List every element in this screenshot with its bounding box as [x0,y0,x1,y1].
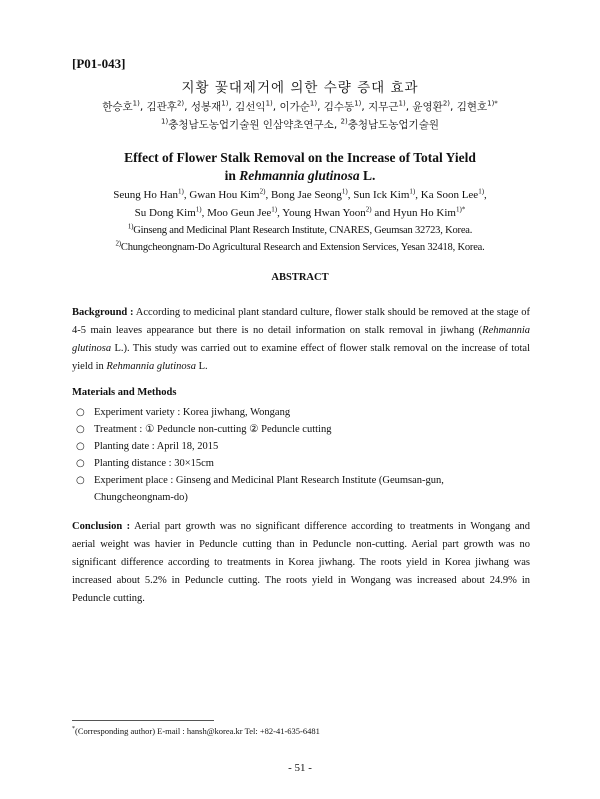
poster-code: [P01-043] [72,56,126,71]
author-name: Gwan Hou Kim [189,189,260,201]
author [282,207,371,219]
english-title [60,149,540,185]
author-affiliation-mark: 2) [442,99,450,108]
author-name: Sun Ick Kim [353,189,410,201]
author [235,101,273,113]
circle-bullet-icon: ○ [76,475,85,486]
author-affiliation-mark: 1) [177,187,184,196]
circle-bullet-icon: ○ [76,407,85,418]
list-item-text: Planting distance : 30×15cm [94,458,214,469]
author-name: Hyun Ho Kim [393,207,456,219]
english-authors-line-2: Su Dong Kim$^{1)}$, Moo Geun Jee$^{1)}$, Young Hwan Yoon$^{2)}$ and Hyun Ho Kim$^{1)*}$ [134,205,466,219]
author-affiliation-mark: 1) [478,187,485,196]
background-label: Background : [72,307,134,318]
background-paragraph: Background : According to medicinal plant standard culture, flower stalk should be removed at the stage of 4-5 main leaves appearance but there is no detail information on stalk removal in jiwhang (Rehmannia glutinosa L.). This study was carried out to examine effect of flower stalk removal on the increase of total yield in Rehmannia glutinosa L. [72,307,530,372]
author [324,101,362,113]
korean-affiliations: $^{1)}$충청남도농업기술원 인삼약초연구소, $^{2)}$충청남도농업기술원 [161,117,439,131]
conclusion-paragraph: Conclusion : Aerial part growth was no significant difference according to treatments in Wongang and aerial weight was havier in Peduncle cutting than in Peduncle non-cutting. Aerial part growth was no significant difference according to treatments in Korea jiwhang. The roots yield in Korea jiwhang was increased about 5.2% in Peduncle cutting. The roots yield in Wongang was increased about 24.9% in Peduncle cutting. [72,521,530,604]
author-affiliation-mark: 1) [221,99,229,108]
author-name: Seung Ho Han [113,189,178,201]
author [412,101,450,113]
author-name: Bong Jae Seong [270,189,342,201]
author-name: 이가순 [279,101,310,113]
author-affiliation-mark: 1) [265,99,273,108]
species-name: Rehmannia glutinosa [239,168,360,183]
author-name: 김수동 [323,101,355,113]
author [353,189,415,201]
author-affiliation-mark: 2) [259,187,266,196]
author [207,207,277,219]
materials-heading: Materials and Methods [72,387,177,398]
author [421,189,484,201]
english-affiliation-2: $^{2)}$Chungcheongnam-Do Agricultural Research and Extension Services, Yesan 32418, Korea. [115,239,485,253]
abstract-heading: ABSTRACT [271,272,329,283]
author-name: Su Dong Kim [134,207,196,219]
english-authors-line-1: Seung Ho Han$^{1)}$, Gwan Hou Kim$^{2)}$, Bong Jae Seong$^{1)}$, Sun Ick Kim$^{1)}$, Ka Soon Lee$^{1)}$, [113,187,487,201]
korean-authors: 한승호$^{1)}$, 김관후$^{2)}$, 성봉재$^{1)}$, 김선익$^{1)}$, 이가순$^{1)}$, 김수동$^{1)}$, 지무근$^{1)}$, 윤영환$^{2)}$, 김현호$^{1)*}$ [102,99,498,113]
author [102,101,140,113]
korean-affiliation-2: 충청남도농업기술원 [347,119,439,131]
author-affiliation-mark: 1) [398,99,406,108]
korean-title: 지황 꽃대제거에 의한 수량 증대 효과 [181,80,419,96]
author-affiliation-mark: 1) [132,99,140,108]
author [393,207,465,219]
author-affiliation-mark: 1)* [455,205,466,214]
list-item-text: Experiment place : Ginseng and Medicinal Plant Research Institute (Geumsan-gun, Chungcheongnam-do) [94,475,444,503]
english-title-line-2: in Rehmannia glutinosa L. [224,168,376,183]
author-name: 성봉재 [190,101,222,113]
author-name: Ka Soon Lee [420,189,479,201]
circle-bullet-icon: ○ [76,424,85,435]
list-item [76,404,526,421]
author-affiliation-mark: 1) [271,205,278,214]
list-item [76,472,526,506]
author-affiliation-mark: 1)* [487,99,498,108]
author-affiliation-mark: 1) [195,205,202,214]
circle-bullet-icon: ○ [76,441,85,452]
circle-bullet-icon: ○ [76,458,85,469]
author-name: 윤영환 [412,101,443,113]
english-affiliations [60,222,540,256]
list-item [76,455,526,472]
author-name: Young Hwan Yoon [282,207,366,219]
author-name: 김관후 [146,101,177,113]
author-affiliation-mark: 2) [365,205,372,214]
list-item-text: Treatment : ① Peduncle non-cutting ② Peduncle cutting [94,424,332,435]
author [135,207,202,219]
korean-affiliation-1: 충청남도농업기술원 인삼약초연구소, [168,119,338,131]
author [191,101,229,113]
author-affiliation-mark: 2) [176,99,185,108]
author-name: 한승호 [102,101,133,113]
conclusion-label: Conclusion : [72,521,131,532]
list-item [76,421,526,438]
author-affiliation-mark: 1) [354,99,362,108]
author-conjunction: and [374,207,391,219]
author-name: 지무근 [368,101,399,113]
author [457,101,498,113]
footnote-divider [72,720,214,721]
page-number: - 51 - [288,762,312,774]
author [271,189,348,201]
english-affiliation-1: $^{1)}$Ginseng and Medicinal Plant Research Institute, CNARES, Geumsan 32723, Korea. [127,222,473,236]
list-item [76,438,526,455]
author [147,101,185,113]
author [189,189,265,201]
author-name: 김선익 [235,101,266,113]
materials-list [76,404,526,506]
list-item-text: Planting date : April 18, 2015 [94,441,219,452]
english-title-line-1: Effect of Flower Stalk Removal on the Increase of Total Yield [124,150,476,165]
author-name: 김현호 [456,101,488,113]
author-affiliation-mark: 1) [309,99,318,108]
author [279,101,317,113]
list-item-text: Experiment variety : Korea jiwhang, Wongang [94,407,291,418]
author-name: Moo Geun Jee [207,207,272,219]
author [113,189,184,201]
author-affiliation-mark: 1) [341,187,348,196]
footnote: *(Corresponding author) E-mail : hansh@korea.kr Tel: +82-41-635-6481 [72,726,320,736]
english-authors [60,186,540,222]
author-affiliation-mark: 1) [409,187,416,196]
author [368,101,406,113]
